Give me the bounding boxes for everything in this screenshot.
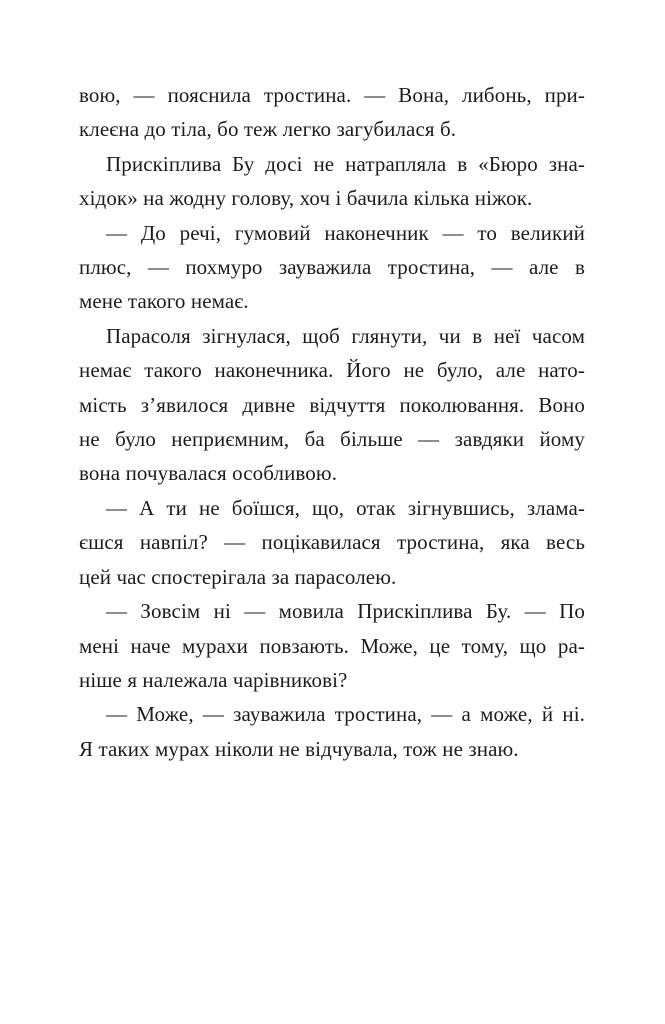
text-line: цей час спостерігала за парасолею. <box>79 564 397 589</box>
text-line: Я таких мурах ніколи не відчувала, тож не знаю. <box>79 736 519 761</box>
text-line: вою, — пояснила тростина. — Вона, либонь, при- <box>79 83 585 107</box>
text-line: — А ти не боїшся, що, отак зігнувшись, злама- <box>106 495 585 520</box>
text-line: Прискіплива Бу досі не натрапляла в «Бюро зна- <box>106 151 585 176</box>
text-line: — Зовсім ні — мовила Прискіплива Бу. — По <box>106 599 585 624</box>
text-line: плюс, — похмуро зауважила тростина, — але в <box>79 255 585 280</box>
text-line: немає такого наконечника. Його не було, але нато- <box>79 358 585 383</box>
text-line: — Може, — зауважила тростина, — а може, й ні. <box>106 702 585 727</box>
text-line: вона почувалася особливою. <box>79 461 338 486</box>
text-line: не було неприємним, ба більше — завдяки йому <box>79 427 585 452</box>
text-line: Парасоля зігнулася, щоб глянути, чи в неї часом <box>106 323 585 348</box>
text-line: ніше я належала чарівникові? <box>79 667 348 692</box>
text-line: клеєна до тіла, бо теж легко загубилася б. <box>79 117 457 142</box>
text-line: — До речі, гумовий наконечник — то великий <box>106 220 585 245</box>
text-line: мене такого немає. <box>79 289 249 314</box>
text-line: мені наче мурахи повзають. Може, це тому, що ра- <box>79 633 585 658</box>
text-line: хідок» на жодну голову, хоч і бачила кілька ніжок. <box>79 186 533 211</box>
body-text <box>79 78 585 766</box>
text-line: мість з’явилося дивне відчуття поколювання. Воно <box>79 392 585 417</box>
text-line: єшся навпіл? — поцікавилася тростина, яка весь <box>79 530 585 555</box>
